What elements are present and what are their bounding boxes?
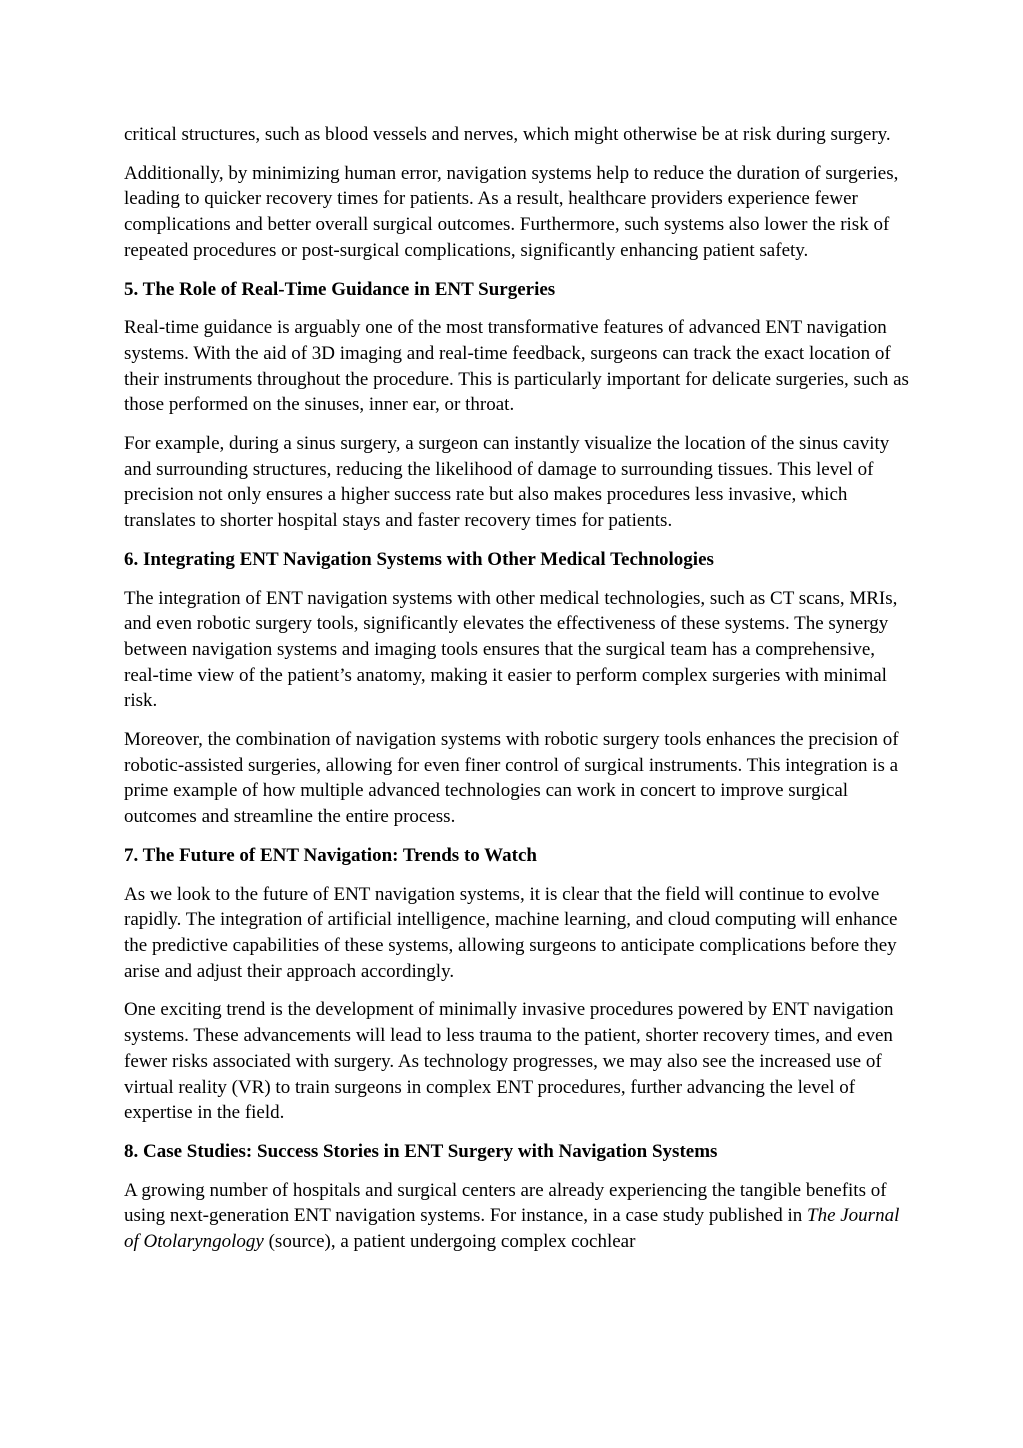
paragraph: Additionally, by minimizing human error, navigation systems help to reduce the duration of surgeries, leading to quicker recovery times for patients. As a result, healthcare providers experience fewer complications and better overall surgical outcomes. Furthermore, such systems also lower the risk of repeated procedures or post-surgical complications, significantly enhancing patient safety.	[124, 162, 899, 261]
paragraph: Moreover, the combination of navigation systems with robotic surgery tools enhances the precision of robotic-assisted surgeries, allowing for even finer control of surgical instruments. This integration is a prime example of how multiple advanced technologies can work in concert to improve surgical outcomes and streamline the entire process.	[124, 729, 899, 828]
document-page	[124, 122, 914, 1268]
paragraph-text: (source), a patient undergoing complex cochlear	[263, 1231, 636, 1253]
paragraph: The integration of ENT navigation systems with other medical technologies, such as CT scans, MRIs, and even robotic surgery tools, significantly elevates the effectiveness of these systems. The synergy between navigation systems and imaging tools ensures that the surgical team has a comprehensive, real-time view of the patient’s anatomy, making it easier to perform complex surgeries with minimal risk.	[124, 587, 898, 712]
paragraph-text: A growing number of hospitals and surgical centers are already experiencing the tangible benefits of using next-generation ENT navigation systems. For instance, in a case study published in	[124, 1179, 887, 1227]
paragraph: One exciting trend is the development of minimally invasive procedures powered by ENT navigation systems. These advancements will lead to less trauma to the patient, shorter recovery times, and even fewer risks associated with surgery. As technology progresses, we may also see the increased use of virtual reality (VR) to train surgeons in complex ENT procedures, further advancing the level of expertise in the field.	[124, 999, 894, 1124]
paragraph: As we look to the future of ENT navigation systems, it is clear that the field will continue to evolve rapidly. The integration of artificial intelligence, machine learning, and cloud computing will enhance the predictive capabilities of these systems, allowing surgeons to anticipate complications before they arise and adjust their approach accordingly.	[124, 883, 898, 982]
paragraph: Real-time guidance is arguably one of the most transformative features of advanced ENT navigation systems. With the aid of 3D imaging and real-time feedback, surgeons can track the exact location of their instruments throughout the procedure. This is particularly important for delicate surgeries, such as those performed on the sinuses, inner ear, or throat.	[124, 317, 909, 416]
section-heading-6: 6. Integrating ENT Navigation Systems with Other Medical Technologies	[124, 548, 714, 570]
paragraph: For example, during a sinus surgery, a surgeon can instantly visualize the location of the sinus cavity and surrounding structures, reducing the likelihood of damage to surrounding tissues. This level of precision not only ensures a higher success rate but also makes procedures less invasive, which translates to shorter hospital stays and faster recovery times for patients.	[124, 433, 890, 532]
section-heading-8: 8. Case Studies: Success Stories in ENT Surgery with Navigation Systems	[124, 1140, 718, 1162]
paragraph: critical structures, such as blood vessels and nerves, which might otherwise be at risk during surgery.	[124, 124, 891, 145]
paragraph	[124, 1178, 914, 1255]
section-heading-7: 7. The Future of ENT Navigation: Trends to Watch	[124, 844, 537, 866]
section-heading-5: 5. The Role of Real-Time Guidance in ENT Surgeries	[124, 278, 556, 300]
journal-title: The Journal of Otolaryngology	[124, 1205, 900, 1253]
